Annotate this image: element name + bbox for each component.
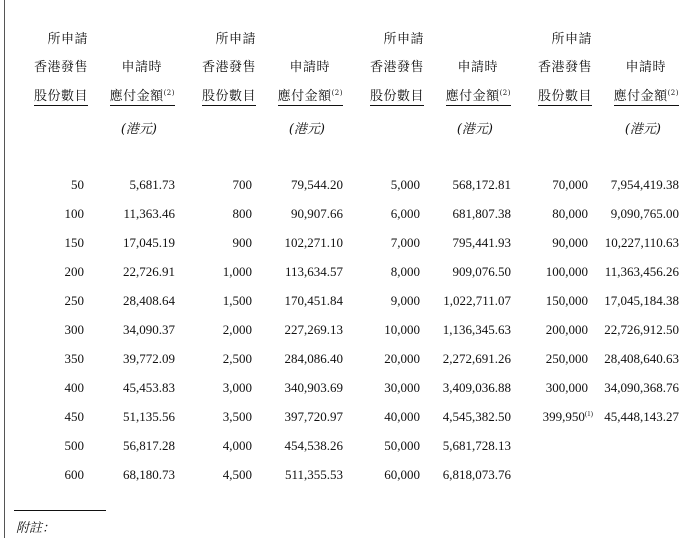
shares-cell <box>233 235 253 251</box>
shares-header-line-2: 香港發售 <box>201 60 256 75</box>
shares-value: 30,000 <box>384 380 420 395</box>
shares-value: 2,000 <box>222 322 252 337</box>
shares-cell <box>223 380 252 396</box>
shares-cell <box>233 206 253 222</box>
shares-value: 50,000 <box>384 438 420 453</box>
amount-header-line-2 <box>110 85 175 106</box>
shares-value: 50 <box>71 177 84 192</box>
shares-header-line-1: 所申請 <box>551 32 592 47</box>
amount-header-text: 應付金額 <box>613 89 668 104</box>
amount-cell: 51,135.56 <box>123 409 175 424</box>
amount-cell: 39,772.09 <box>123 351 175 366</box>
amount-cell: 454,538.26 <box>284 438 343 453</box>
amount-cell: 56,817.28 <box>123 438 175 453</box>
shares-value: 7,000 <box>390 235 420 250</box>
unit-label: (港元) <box>624 122 661 137</box>
amount-header-note: (2) <box>331 89 343 97</box>
shares-value: 900 <box>232 235 252 250</box>
shares-header-line-1: 所申請 <box>383 32 424 47</box>
shares-value: 40,000 <box>384 409 420 424</box>
amount-cell: 45,453.83 <box>123 380 175 395</box>
amount-cell: 9,090,765.00 <box>610 206 679 221</box>
amount-cell: 340,903.69 <box>284 380 343 395</box>
amount-cell: 113,634.57 <box>284 264 343 279</box>
shares-cell <box>65 438 85 454</box>
amount-cell: 568,172.81 <box>452 177 511 192</box>
shares-value: 80,000 <box>552 206 588 221</box>
amount-cell: 11,363,456.26 <box>604 264 679 279</box>
shares-cell <box>391 235 420 251</box>
amount-cell: 6,818,073.76 <box>442 467 511 482</box>
amount-cell: 397,720.97 <box>284 409 343 424</box>
amount-cell: 4,545,382.50 <box>442 409 511 424</box>
amount-header-note: (2) <box>499 89 511 97</box>
shares-value: 150,000 <box>545 293 588 308</box>
amount-cell: 795,441.93 <box>452 235 511 250</box>
shares-cell <box>65 206 85 222</box>
shares-value: 70,000 <box>552 177 588 192</box>
shares-cell <box>223 438 252 454</box>
shares-value: 300,000 <box>545 380 588 395</box>
shares-cell <box>65 409 85 425</box>
amount-cell: 68,180.73 <box>123 467 175 482</box>
amount-cell: 17,045.19 <box>123 235 175 250</box>
amount-header-line-1: 申請時 <box>289 60 330 75</box>
amount-header-line-1: 申請時 <box>121 60 162 75</box>
amount-cell: 2,272,691.26 <box>442 351 511 366</box>
amount-header-note: (2) <box>163 89 175 97</box>
shares-value: 5,000 <box>390 177 420 192</box>
shares-cell <box>384 322 420 338</box>
shares-value: 150 <box>64 235 84 250</box>
amount-cell: 17,045,184.38 <box>604 293 679 308</box>
amount-cell: 909,076.50 <box>452 264 511 279</box>
shares-cell <box>223 467 252 483</box>
shares-note: (1) <box>584 410 593 418</box>
shares-value: 8,000 <box>390 264 420 279</box>
shares-header-line-3: 股份數目 <box>202 85 256 106</box>
shares-cell <box>384 438 420 454</box>
amount-cell: 3,409,036.88 <box>442 380 511 395</box>
shares-cell <box>233 177 253 193</box>
shares-header-line-2: 香港發售 <box>537 60 592 75</box>
amount-cell: 28,408.64 <box>123 293 175 308</box>
unit-label: (港元) <box>120 122 157 137</box>
shares-header-line-1: 所申請 <box>215 32 256 47</box>
shares-cell <box>384 409 420 425</box>
amount-header-line-1: 申請時 <box>457 60 498 75</box>
shares-cell <box>391 264 420 280</box>
shares-value: 800 <box>232 206 252 221</box>
amount-header-text: 應付金額 <box>445 89 500 104</box>
amount-cell: 22,726,912.50 <box>604 322 679 337</box>
shares-cell <box>384 351 420 367</box>
shares-cell <box>223 293 252 309</box>
left-margin-rule <box>4 0 5 538</box>
shares-cell <box>65 322 85 338</box>
shares-value: 3,000 <box>222 380 252 395</box>
amount-cell: 511,355.53 <box>284 467 343 482</box>
amount-cell: 681,807.38 <box>452 206 511 221</box>
shares-value: 1,500 <box>222 293 252 308</box>
shares-cell <box>391 177 420 193</box>
amount-cell: 170,451.84 <box>284 293 343 308</box>
shares-value: 500 <box>64 438 84 453</box>
shares-value: 90,000 <box>552 235 588 250</box>
amount-cell: 45,448,143.27 <box>604 409 679 424</box>
shares-value: 4,500 <box>222 467 252 482</box>
shares-cell <box>223 351 252 367</box>
shares-value: 1,000 <box>222 264 252 279</box>
amount-header-note: (2) <box>667 89 679 97</box>
amount-cell: 227,269.13 <box>284 322 343 337</box>
shares-cell <box>552 177 588 193</box>
amount-cell: 5,681.73 <box>129 177 175 192</box>
shares-cell <box>71 177 84 193</box>
amount-cell: 10,227,110.63 <box>604 235 679 250</box>
amount-cell: 79,544.20 <box>291 177 343 192</box>
shares-value: 250,000 <box>545 351 588 366</box>
shares-cell <box>391 293 420 309</box>
shares-value: 9,000 <box>390 293 420 308</box>
shares-cell <box>552 235 588 251</box>
amount-cell: 102,271.10 <box>284 235 343 250</box>
amount-header-text: 應付金額 <box>277 89 332 104</box>
amount-cell: 284,086.40 <box>284 351 343 366</box>
amount-cell: 22,726.91 <box>123 264 175 279</box>
shares-cell <box>543 409 593 425</box>
shares-cell <box>552 206 588 222</box>
amount-header-line-1: 申請時 <box>625 60 666 75</box>
shares-cell <box>546 264 588 280</box>
shares-value: 20,000 <box>384 351 420 366</box>
shares-header-line-3: 股份數目 <box>370 85 424 106</box>
shares-value: 400 <box>64 380 84 395</box>
shares-value: 4,000 <box>222 438 252 453</box>
shares-value: 3,500 <box>222 409 252 424</box>
amount-cell: 7,954,419.38 <box>610 177 679 192</box>
shares-cell <box>223 264 252 280</box>
shares-value: 10,000 <box>384 322 420 337</box>
footnote-label: 附註： <box>16 521 56 536</box>
amount-cell: 1,022,711.07 <box>443 293 511 308</box>
amount-header-line-2 <box>278 85 343 106</box>
amount-header-text: 應付金額 <box>109 89 164 104</box>
unit-label: (港元) <box>288 122 325 137</box>
shares-value: 450 <box>64 409 84 424</box>
shares-cell <box>65 235 85 251</box>
shares-value: 60,000 <box>384 467 420 482</box>
shares-value: 600 <box>64 467 84 482</box>
amount-cell: 34,090.37 <box>123 322 175 337</box>
shares-cell <box>223 409 252 425</box>
shares-value: 399,950 <box>542 409 585 424</box>
shares-value: 6,000 <box>390 206 420 221</box>
unit-label: (港元) <box>456 122 493 137</box>
shares-cell <box>546 380 588 396</box>
amount-cell: 11,363.46 <box>123 206 175 221</box>
shares-header-line-2: 香港發售 <box>33 60 88 75</box>
shares-value: 250 <box>64 293 84 308</box>
shares-cell <box>391 206 420 222</box>
shares-value: 700 <box>232 177 252 192</box>
shares-header-line-3: 股份數目 <box>538 85 592 106</box>
shares-cell <box>384 380 420 396</box>
shares-header-line-2: 香港發售 <box>369 60 424 75</box>
amount-header-line-2 <box>446 85 511 106</box>
footnote-rule <box>14 510 106 511</box>
shares-cell <box>546 293 588 309</box>
shares-value: 100,000 <box>545 264 588 279</box>
shares-value: 100 <box>64 206 84 221</box>
shares-cell <box>384 467 420 483</box>
shares-header-line-3: 股份數目 <box>34 85 88 106</box>
shares-header-line-1: 所申請 <box>47 32 88 47</box>
shares-cell <box>65 293 85 309</box>
amount-cell: 28,408,640.63 <box>604 351 679 366</box>
shares-value: 200,000 <box>545 322 588 337</box>
shares-cell <box>223 322 252 338</box>
amount-cell: 90,907.66 <box>291 206 343 221</box>
shares-value: 350 <box>64 351 84 366</box>
shares-cell <box>546 351 588 367</box>
shares-value: 300 <box>64 322 84 337</box>
shares-cell <box>65 264 85 280</box>
shares-cell <box>65 351 85 367</box>
shares-cell <box>546 322 588 338</box>
shares-cell <box>65 467 85 483</box>
amount-header-line-2 <box>614 85 679 106</box>
amount-cell: 34,090,368.76 <box>604 380 679 395</box>
shares-value: 2,500 <box>222 351 252 366</box>
shares-cell <box>65 380 85 396</box>
amount-cell: 1,136,345.63 <box>442 322 511 337</box>
shares-value: 200 <box>64 264 84 279</box>
amount-cell: 5,681,728.13 <box>442 438 511 453</box>
